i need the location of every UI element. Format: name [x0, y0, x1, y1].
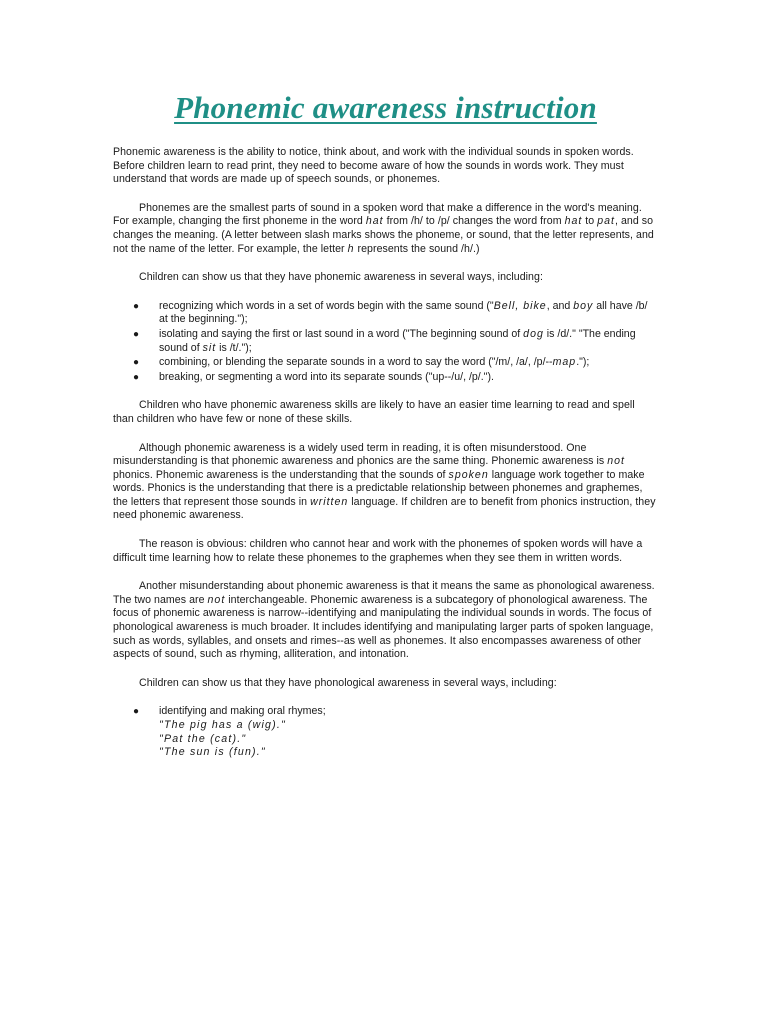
- list-item: ● identifying and making oral rhymes; "The pig has a (wig)." "Pat the (cat)." "The sun is (fun).": [113, 705, 658, 759]
- bullet-icon: ●: [133, 357, 140, 369]
- rhyme-example: "The pig has a (wig).": [159, 719, 286, 731]
- bullet-icon: ●: [133, 328, 140, 340]
- paragraph-ways-intro: Children can show us that they have phonemic awareness in several ways, including:: [139, 271, 543, 284]
- rhyme-example: "The sun is (fun).": [159, 746, 266, 759]
- bullet-icon: ●: [133, 371, 140, 383]
- document-page: [113, 88, 658, 775]
- phonemic-awareness-list: [113, 300, 658, 385]
- bullet-icon: ●: [133, 300, 140, 312]
- paragraph-reason: The reason is obvious: children who cannot hear and work with the phonemes of spoken words will have a difficult time learning how to relate these phonemes to the graphemes when they see them in written words.: [113, 538, 643, 564]
- list-item: ● isolating and saying the first or last sound in a word ("The beginning sound of dog is /d/." "The ending sound of sit is /t/.");: [133, 327, 636, 354]
- paragraph-misunderstanding-phonics: Although phonemic awareness is a widely used term in reading, it is often misunderstood. One misunderstanding is that phonemic awareness and phonics are the same thing. Phonemic awareness is not phonics. Phonemic awareness is the understanding that the sounds of spoken language work together to make words. Phonics is the understanding that there is a predictable relationship between phonemes and graphemes, the letters that represent those sounds in written language. If children are to benefit from phonics instruction, they need phonemic awareness.: [113, 441, 656, 522]
- phonological-awareness-list: [113, 705, 658, 759]
- rhyme-example: "Pat the (cat).": [159, 732, 247, 745]
- paragraph-misunderstanding-phonological: Another misunderstanding about phonemic awareness is that it means the same as phonological awareness. The two names are not interchangeable. Phonemic awareness is a subcategory of phonological awareness. The focus of phonemic awareness is narrow--identifying and manipulating the individual sounds in words. The focus of phonological awareness is much broader. It includes identifying and manipulating larger parts of spoken language, such as words, syllables, and onsets and rimes--as well as phonemes. It also encompasses awareness of other aspects of sound, such as rhyming, alliteration, and intonation.: [113, 580, 655, 661]
- paragraph-definition: Phonemic awareness is the ability to notice, think about, and work with the individual sounds in spoken words. Before children learn to read print, they need to become aware of how the sounds in words work. They must understand that words are made up of speech sounds, or phonemes.: [113, 146, 634, 186]
- paragraph-phonological-intro: Children can show us that they have phonological awareness in several ways, including:: [139, 676, 557, 689]
- bullet-icon: ●: [133, 706, 140, 718]
- list-item: ● breaking, or segmenting a word into its separate sounds ("up--/u/, /p/.").: [133, 370, 494, 383]
- page-title: Phonemic awareness instruction: [174, 90, 597, 125]
- paragraph-skills: Children who have phonemic awareness skills are likely to have an easier time learning to read and spell than children who have few or none of these skills.: [113, 399, 635, 425]
- paragraph-phonemes: Phonemes are the smallest parts of sound in a spoken word that make a difference in the word's meaning. For example, changing the first phoneme in the word hat from /h/ to /p/ changes the word from hat to pat, and so changes the meaning. (A letter between slash marks shows the phoneme, or sound, that the letter represents, and not the name of the letter. For example, the letter h represents the sound /h/.): [113, 201, 654, 255]
- list-item: ● recognizing which words in a set of words begin with the same sound ("Bell, bike, and boy all have /b/ at the beginning.");: [133, 299, 648, 326]
- list-item: ● combining, or blending the separate sounds in a word to say the word ("/m/, /a/, /p/--map.");: [133, 356, 590, 369]
